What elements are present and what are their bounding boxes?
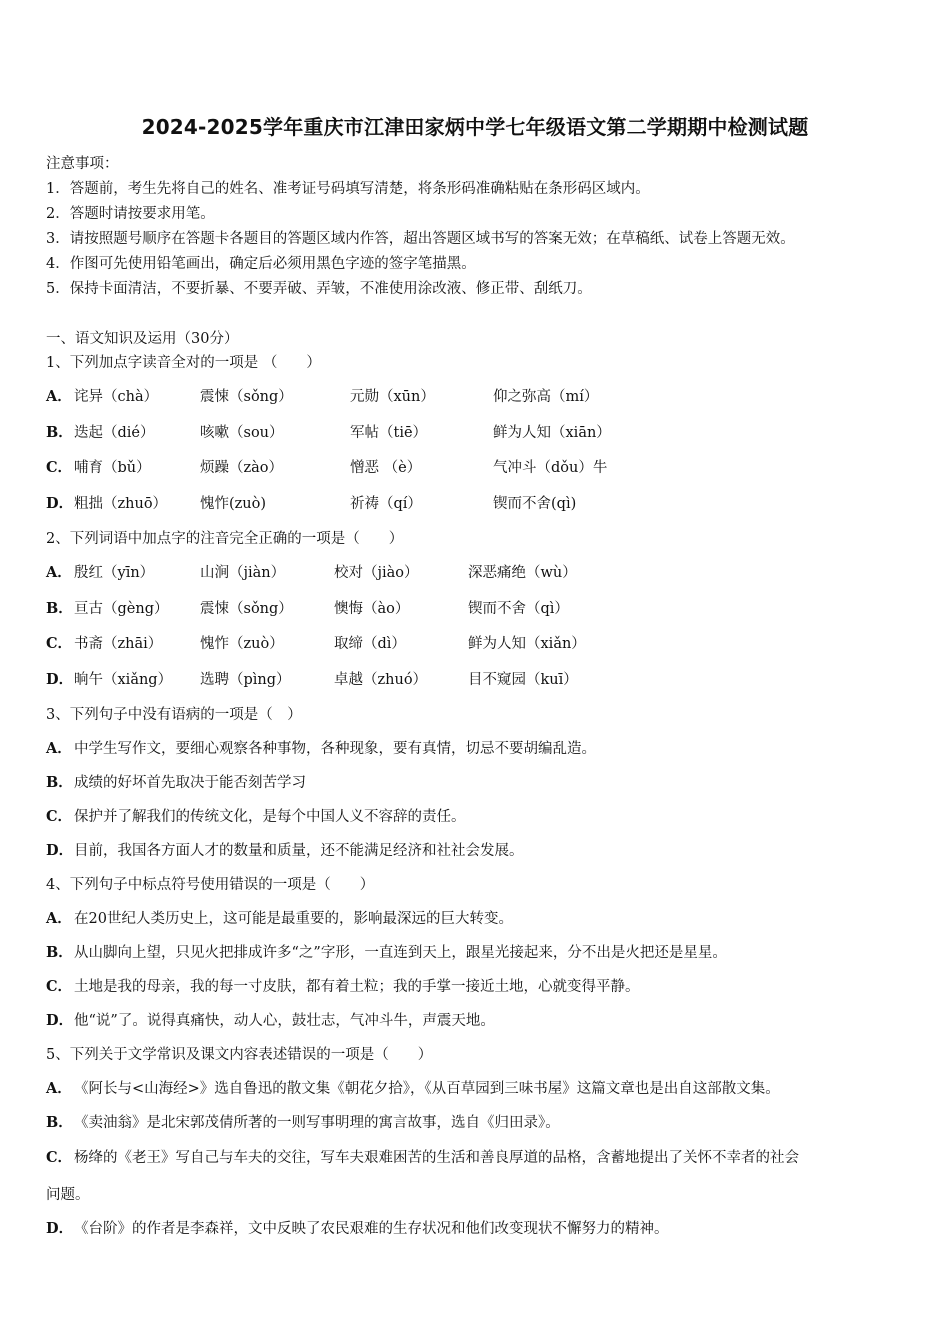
notice-item: 1．答题前，考生先将自己的姓名、准考证号码填写清楚，将条形码准确粘贴在条形码区域内。 <box>46 181 650 197</box>
option-row: A． 中学生写作文，要细心观察各种事物，各种现象，要有真情，切忌不要胡编乱造。 <box>46 740 596 757</box>
option-letter: D． <box>46 671 74 688</box>
option-word: 校对（jiào） <box>334 565 419 581</box>
option-word: 烦躁（zào） <box>200 460 284 476</box>
option-word: 锲而不舍（qì） <box>468 601 569 617</box>
option-word: 晌午（xiǎng） <box>74 672 173 688</box>
option-letter: A． <box>46 388 72 405</box>
notice-item: 5．保持卡面清洁，不要折暴、不要弄破、弄皱，不准使用涂改液、修正带、刮纸刀。 <box>46 281 592 297</box>
option-letter: D． <box>46 495 74 512</box>
question-stem: 5、下列关于文学常识及课文内容表述错误的一项是（ ） <box>46 1047 433 1063</box>
option-word: 亘古（gèng） <box>74 601 169 617</box>
option-letter: A． <box>46 564 72 581</box>
option-word: 元勋（xūn） <box>350 389 435 405</box>
notice-item: 2．答题时请按要求用笔。 <box>46 206 215 222</box>
page-title: 2024-2025学年重庆市江津田家炳中学七年级语文第二学期期中检测试题 <box>141 115 809 139</box>
section-heading: 一、语文知识及运用（30分） <box>46 331 239 347</box>
option-letter: C． <box>46 459 73 476</box>
option-row: D．《台阶》的作者是李森祥，文中反映了农民艰难的生存状况和他们改变现状不懈努力的精神。 <box>46 1220 669 1237</box>
option-letter: B． <box>46 600 73 617</box>
option-word: 深恶痛绝（wù） <box>468 565 577 581</box>
option-row: A． 《阿长与<山海经>》选自鲁迅的散文集《朝花夕拾》，《从百草园到三味书屋》这篇文章也是出自这部散文集。 <box>46 1080 780 1097</box>
option-word: 哺育（bǔ） <box>74 460 151 476</box>
option-word: 憎恶 （è） <box>350 460 422 476</box>
option-word: 愧怍（zuò） <box>200 636 284 652</box>
option-row: B．从山脚向上望，只见火把排成许多“之”字形，一直连到天上，跟星光接起来，分不出是火把还是星星。 <box>46 944 727 961</box>
option-word: 鲜为人知（xiǎn） <box>468 636 586 652</box>
option-letter: C． <box>46 635 73 652</box>
option-word: 懊悔（ào） <box>334 601 410 617</box>
option-row: C． 杨绛的《老王》写自己与车夫的交往，写车夫艰难困苦的生活和善良厚道的品格，含蓄地提出了关怀不幸者的社会 <box>46 1149 799 1166</box>
notice-item: 3．请按照题号顺序在答题卡各题目的答题区域内作答，超出答题区域书写的答案无效；在草稿纸、试卷上答题无效。 <box>46 231 795 247</box>
option-row: B．《卖油翁》是北宋郭茂倩所著的一则写事明理的寓言故事，选自《归田录》。 <box>46 1114 560 1131</box>
option-letter: B． <box>46 424 73 441</box>
option-word: 粗拙（zhuō） <box>74 496 168 512</box>
option-word: 咳嗽（sou） <box>200 425 284 441</box>
option-word: 诧异（chà） <box>74 389 159 405</box>
question-stem: 4、下列句子中标点符号使用错误的一项是（ ） <box>46 877 375 893</box>
option-word: 山涧（jiàn） <box>200 565 286 581</box>
option-word: 震悚（sǒng） <box>200 389 293 405</box>
option-row: D．他“说”了。说得真痛快，动人心，鼓壮志，气冲斗牛，声震天地。 <box>46 1012 495 1029</box>
option-word: 气冲斗（dǒu）牛 <box>493 460 608 476</box>
option-row: B．成绩的好坏首先取决于能否刻苦学习 <box>46 774 306 791</box>
question-stem: 2、下列词语中加点字的注音完全正确的一项是（ ） <box>46 531 404 547</box>
question-stem: 3、下列句子中没有语病的一项是（ ） <box>46 707 302 723</box>
option-word: 殷红（yīn） <box>74 565 155 581</box>
notice-heading: 注意事项： <box>46 156 119 172</box>
option-word: 取缔（dì） <box>334 636 406 652</box>
option-row: D．目前，我国各方面人才的数量和质量，还不能满足经济和社社会发展。 <box>46 842 524 859</box>
option-word: 震悚（sǒng） <box>200 601 293 617</box>
option-word: 愧怍(zuò) <box>200 496 267 512</box>
question-stem: 1、下列加点字读音全对的一项是 （ ） <box>46 355 321 371</box>
notice-item: 4．作图可先使用铅笔画出，确定后必须用黑色字迹的签字笔描黑。 <box>46 256 476 272</box>
option-word: 仰之弥高（mí） <box>493 389 599 405</box>
option-word: 选聘（pìng） <box>200 672 291 688</box>
option-word: 目不窥园（kuī） <box>468 672 578 688</box>
option-word: 锲而不舍(qì) <box>493 496 577 512</box>
option-word: 卓越（zhuó） <box>334 672 428 688</box>
option-row: A． 在20世纪人类历史上，这可能是最重要的，影响最深远的巨大转变。 <box>46 910 513 927</box>
option-word: 祈祷（qí） <box>350 496 422 512</box>
option-word: 迭起（dié） <box>74 425 155 441</box>
option-row: C． 保护并了解我们的传统文化，是每个中国人义不容辞的责任。 <box>46 808 466 825</box>
option-continuation: 问题。 <box>46 1187 90 1203</box>
option-word: 军帖（tiē） <box>350 425 428 441</box>
option-row: C． 土地是我的母亲，我的每一寸皮肤，都有着土粒；我的手掌一接近土地，心就变得平静。 <box>46 978 640 995</box>
option-word: 书斋（zhāi） <box>74 636 163 652</box>
option-word: 鲜为人知（xiān） <box>493 425 611 441</box>
